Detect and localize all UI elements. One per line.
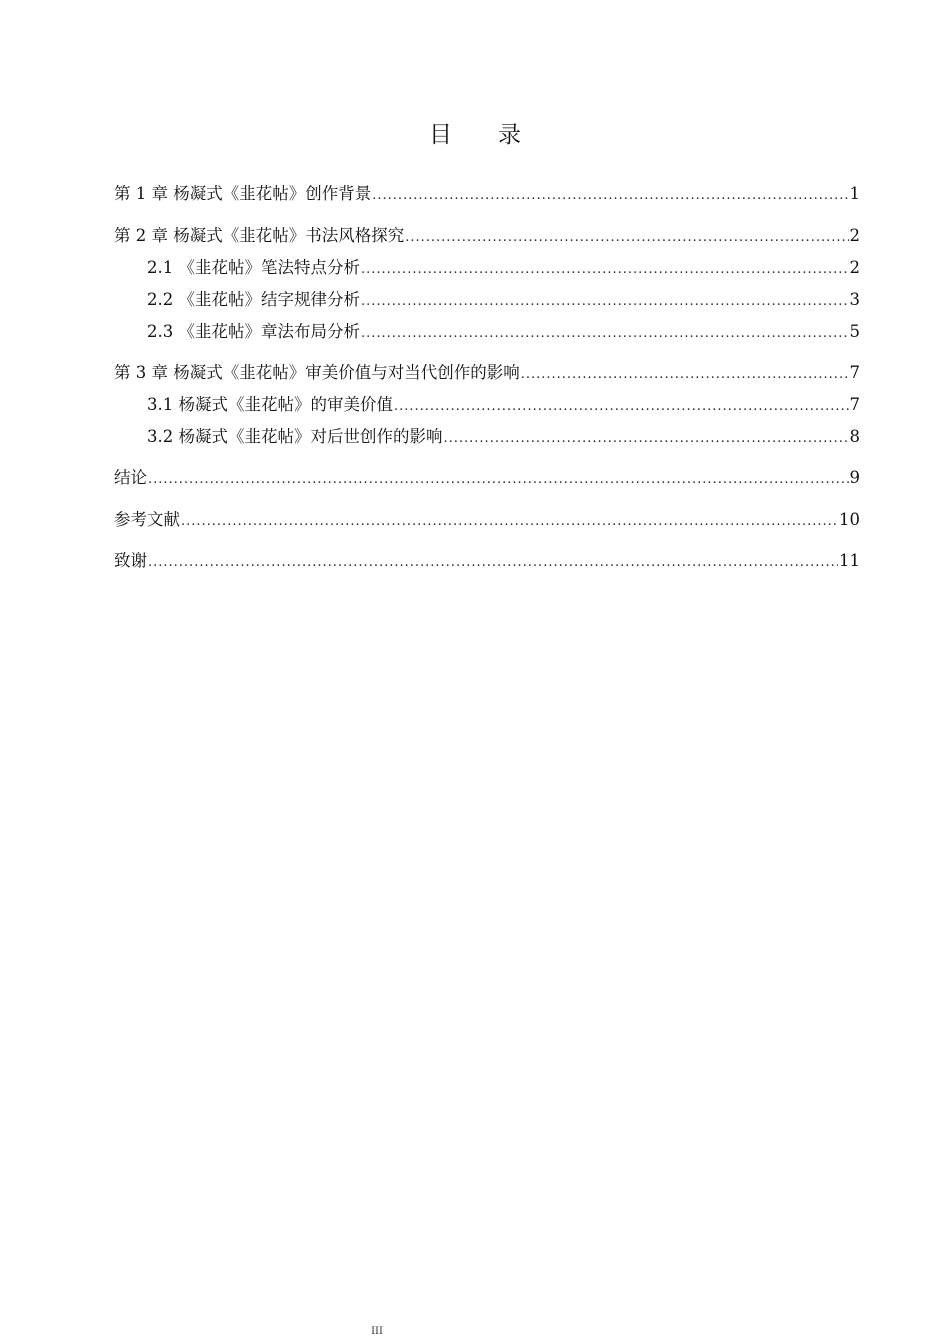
toc-entry-section-3-2[interactable]: [147, 424, 860, 450]
toc-entry-page: 2: [849, 258, 860, 277]
toc-entry-section-2-2[interactable]: [147, 287, 860, 313]
toc-entry-label: 2.1 《韭花帖》笔法特点分析: [147, 258, 360, 277]
dot-leader: [361, 289, 849, 315]
dot-leader: [181, 509, 838, 535]
dot-leader: [361, 257, 849, 283]
dot-leader: [444, 426, 849, 452]
toc-entry-page: 3: [849, 290, 860, 309]
toc-entry-section-2-3[interactable]: [147, 319, 860, 345]
dot-leader: [148, 467, 849, 493]
toc-entry-page: 10: [839, 510, 860, 529]
dot-leader: [361, 321, 849, 347]
dot-leader: [372, 183, 848, 209]
toc-entry-label: 3.2 杨凝式《韭花帖》对后世创作的影响: [147, 427, 443, 446]
toc-entry-label: 参考文献: [114, 510, 180, 529]
toc-entry-section-3-1[interactable]: [147, 392, 860, 418]
toc-entry-page: 8: [849, 427, 860, 446]
page-title: 目 录: [429, 122, 521, 148]
toc-entry-conclusion[interactable]: [114, 465, 860, 491]
toc-entry-chapter-3[interactable]: [114, 360, 860, 386]
toc-entry-chapter-2[interactable]: [114, 223, 860, 249]
toc-entry-label: 3.1 杨凝式《韭花帖》的审美价值: [147, 395, 393, 414]
toc-entry-label: 结论: [114, 468, 147, 487]
toc-entry-label: 第 2 章 杨凝式《韭花帖》书法风格探究: [114, 226, 405, 245]
dot-leader: [148, 550, 838, 576]
toc-entry-page: 7: [849, 395, 860, 414]
toc-entry-section-2-1[interactable]: [147, 255, 860, 281]
dot-leader: [405, 225, 848, 251]
toc-entry-page: 1: [849, 184, 860, 203]
dot-leader: [521, 362, 849, 388]
toc-entry-label: 致谢: [114, 551, 147, 570]
page-number: III: [371, 1326, 383, 1337]
toc-entry-label: 第 1 章 杨凝式《韭花帖》创作背景: [114, 184, 372, 203]
toc-entry-references[interactable]: [114, 507, 860, 533]
toc-entry-label: 2.3 《韭花帖》章法布局分析: [147, 322, 360, 341]
toc-entry-page: 2: [849, 226, 860, 245]
toc-entry-acknowledgements[interactable]: [114, 548, 860, 574]
toc-entry-label: 第 3 章 杨凝式《韭花帖》审美价值与对当代创作的影响: [114, 363, 520, 382]
toc-entry-page: 9: [849, 468, 860, 487]
toc-entry-label: 2.2 《韭花帖》结字规律分析: [147, 290, 360, 309]
toc-entry-page: 5: [849, 322, 860, 341]
dot-leader: [394, 394, 849, 420]
toc-entry-page: 11: [839, 551, 860, 570]
toc-entry-page: 7: [849, 363, 860, 382]
toc-entry-chapter-1[interactable]: [114, 181, 860, 207]
